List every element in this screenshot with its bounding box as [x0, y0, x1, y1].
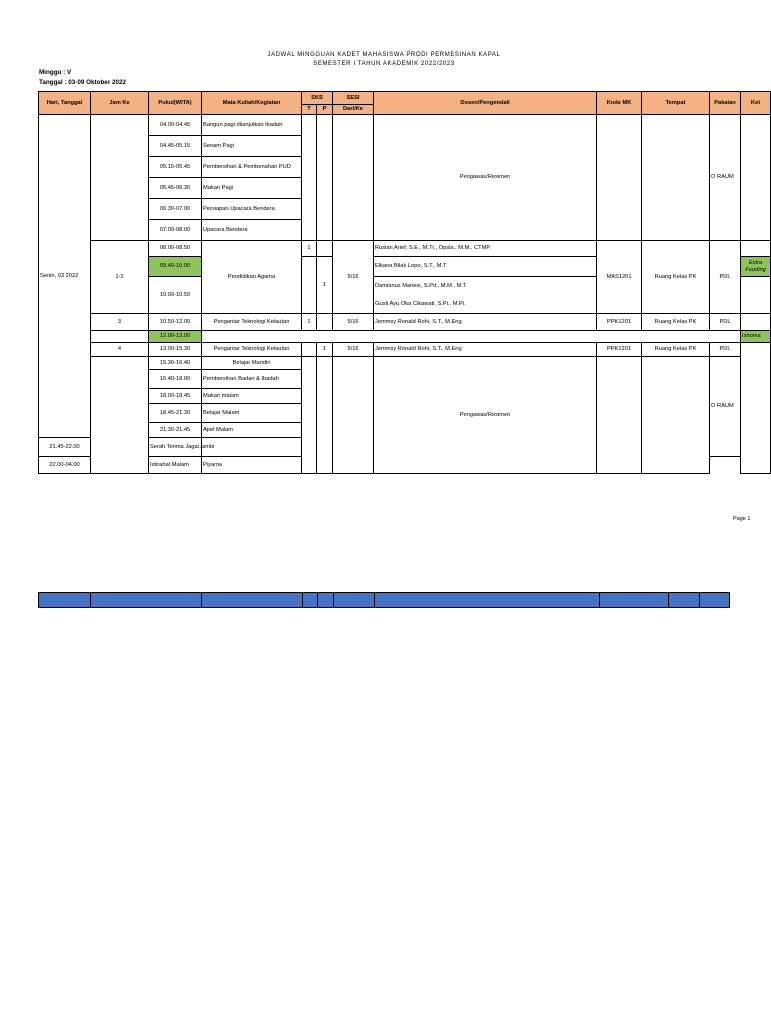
jam-cell: [91, 115, 149, 241]
ket-cell: [741, 314, 771, 331]
jam-cell: [91, 331, 149, 343]
blue-bar-cell: [91, 593, 202, 608]
time-cell: 04.45-05.15: [149, 136, 202, 157]
table-row: [39, 331, 771, 343]
activity-cell: Makan malam: [202, 389, 302, 404]
dosen-line: Damianus Manesi, S.Pd., M.M., M.T: [375, 283, 467, 289]
sesi-cell: [333, 115, 374, 241]
sks-p-cell: [317, 241, 333, 257]
activity-cell: Apel Malam: [202, 423, 302, 438]
tempat-cell: [642, 357, 710, 474]
kode-cell: PPK1201: [597, 314, 642, 331]
dosen-cell: Pengawas/Resimen: [374, 357, 597, 474]
time-cell: 08.00-08.50: [149, 241, 202, 257]
pakaian-cell: O RAUM: [710, 115, 741, 241]
pakaian-cell: PDL: [710, 343, 741, 357]
date-label: Tanggal : 03-09 Oktober 2022: [39, 79, 127, 86]
time-cell: 16.40-18.00: [149, 370, 202, 389]
time-cell: 15.30-16.40: [149, 357, 202, 370]
col-jam: Jam Ke: [91, 92, 149, 115]
activity-cell: Pembersihan & Pembenahan PUD: [202, 157, 302, 178]
time-cell: 06.30-07.00: [149, 199, 202, 220]
col-ket: Ket: [741, 92, 771, 115]
page-number: Page 1: [733, 516, 751, 522]
blue-bar-cell: [202, 593, 303, 608]
blue-bar-cell: [317, 593, 333, 608]
pakaian-cell: O RAUM: [710, 357, 741, 457]
sks-t-cell: [302, 343, 317, 357]
sesi-cell: 5/16: [333, 241, 374, 314]
sks-t-cell: [302, 357, 317, 474]
time-cell: 05.15-05.45: [149, 157, 202, 178]
time-cell: 22.00-04.00: [39, 457, 91, 474]
time-cell: 18.45-21.30: [149, 404, 202, 423]
sks-p-cell: [317, 115, 333, 241]
ket-cell: [741, 241, 771, 257]
ket-cell: [741, 115, 771, 241]
table-row: [39, 241, 771, 257]
col-mata-kuliah: Mata Kuliah/Kegiatan: [202, 92, 302, 115]
blue-bar-cell: [302, 593, 317, 608]
jam-cell: 3: [91, 314, 149, 331]
activity-cell: Istirahat Malam: [149, 457, 202, 474]
time-cell: 04.00-04.45: [149, 115, 202, 136]
pakaian-cell: PDL: [710, 241, 741, 314]
sesi-cell: 5/16: [333, 343, 374, 357]
sks-p-cell: [317, 314, 333, 331]
blue-bar-cell: [375, 593, 600, 608]
sks-t-cell: 1: [302, 241, 317, 257]
tempat-cell: Ruang Kelas PK: [642, 343, 710, 357]
blue-bar-cell: [600, 593, 668, 608]
blue-bar-cell: [334, 593, 375, 608]
col-dosen: Dosen/Pengendali: [374, 92, 597, 115]
activity-cell: Persiapan Upacara Bendera: [202, 199, 302, 220]
col-sesi-dari: Dari/Ke: [333, 105, 374, 115]
ket-cell: [741, 343, 771, 474]
time-cell: 05.45-06.30: [149, 178, 202, 199]
sks-p-cell: [317, 357, 333, 474]
ket-extra-fooding: Extra Fooding: [741, 257, 771, 277]
activity-cell: Bangun pagi dilanjutkan ibadah: [202, 115, 302, 136]
sks-t-cell: [302, 115, 317, 241]
ket-ishoma: Ishoma: [741, 331, 771, 343]
activity-cell: Makan Pagi: [202, 178, 302, 199]
dosen-cell: Jemmsy Ronald Rohi, S.T., M.Eng: [374, 314, 597, 331]
col-pakaian: Pakaian: [710, 92, 741, 115]
time-cell: 21.45-22.00: [39, 438, 91, 457]
activity-cell: Upacara Bendera: [202, 220, 302, 241]
time-cell: 07.00-08.00: [149, 220, 202, 241]
table-row: [39, 343, 771, 357]
pakaian-cell: Piyama: [202, 457, 302, 474]
kode-cell: [597, 115, 642, 241]
activity-cell: Pengantar Teknologi Kelautan: [202, 343, 302, 357]
sks-p-cell: 1: [317, 257, 333, 314]
dosen-cell: Pengawas/Resimen: [374, 115, 597, 241]
kode-cell: [597, 357, 642, 474]
dosen-cell: Elkana Bilak Lopo, S.T., M.T: [374, 257, 597, 277]
col-sks-p: P: [317, 105, 333, 115]
col-sks-t: T: [302, 105, 317, 115]
table-row: [39, 115, 771, 136]
time-cell-highlight: 09.40-10.00: [149, 257, 202, 277]
time-cell: 10.00-10.50: [149, 277, 202, 314]
header-row: [39, 92, 771, 105]
dosen-cell: Ruslan Arief, S.E., M.Tr., Opsla., M.M., CTMP.: [374, 241, 597, 257]
time-cell-highlight: 12.00-13.00: [149, 331, 202, 343]
col-hari: Hari, Tanggal: [39, 92, 91, 115]
activity-cell: Pengantar Teknologi Kelautan: [202, 314, 302, 331]
dosen-cell: [374, 277, 597, 314]
sks-t-cell: [302, 257, 317, 314]
col-pukul: Pukul(WITA): [149, 92, 202, 115]
dosen-cell: Jemmsy Ronald Rohi, S.T., M.Eng: [374, 343, 597, 357]
sks-p-cell: 1: [317, 343, 333, 357]
col-sesi: SESI: [333, 92, 374, 105]
col-sks: SKS: [302, 92, 333, 105]
schedule-table: [38, 91, 771, 474]
document-title: JADWAL MINGGUAN KADET MAHASISWA PRODI PERMESINAN KAPAL: [267, 52, 501, 58]
jam-cell: 1-2: [91, 241, 149, 314]
col-kode: Kode MK: [597, 92, 642, 115]
tempat-cell: [642, 115, 710, 241]
time-cell: 10.50-12.00: [149, 314, 202, 331]
time-cell: 21.30-21.45: [149, 423, 202, 438]
activity-cell: Belajar Mandiri: [202, 357, 302, 370]
day-cell: Senin, 03 2022: [39, 115, 91, 438]
blue-bar-cell: [699, 593, 729, 608]
tempat-cell: Ruang Kelas PK: [642, 314, 710, 331]
tempat-cell: Ruang Kelas PK: [642, 241, 710, 314]
jam-cell: [91, 357, 149, 474]
activity-cell: Belajar Malam: [202, 404, 302, 423]
table-row: [39, 314, 771, 331]
week-label: Minggu : V: [39, 69, 72, 76]
pakaian-cell: PDL: [710, 314, 741, 331]
break-span-cell: [202, 331, 741, 343]
sesi-cell: [333, 357, 374, 474]
activity-cell: Senam Pagi: [202, 136, 302, 157]
blue-header-bar: [38, 592, 730, 608]
time-cell: 13.00-15.30: [149, 343, 202, 357]
jam-cell: 4: [91, 343, 149, 357]
table-row: [39, 357, 771, 370]
blue-bar-cell: [39, 593, 91, 608]
sesi-cell: 5/16: [333, 314, 374, 331]
kode-cell: MAS1201: [597, 241, 642, 314]
document-subtitle: SEMESTER I TAHUN AKADEMIK 2022/2023: [313, 61, 455, 67]
activity-cell: Serah Terima Jaga/Jambi: [149, 438, 202, 457]
col-tempat: Tempat: [642, 92, 710, 115]
activity-cell: Pendidikan Agama: [202, 241, 302, 314]
ket-cell: [741, 277, 771, 314]
dosen-line: Gusti Ayu Oka Cikawati, S.Pi., M.Pi.: [375, 301, 466, 307]
blue-bar-cell: [668, 593, 699, 608]
sks-t-cell: 1: [302, 314, 317, 331]
time-cell: 18.00-18.45: [149, 389, 202, 404]
activity-cell: Pembersihan Badan & Ibadah: [202, 370, 302, 389]
kode-cell: PPK1201: [597, 343, 642, 357]
